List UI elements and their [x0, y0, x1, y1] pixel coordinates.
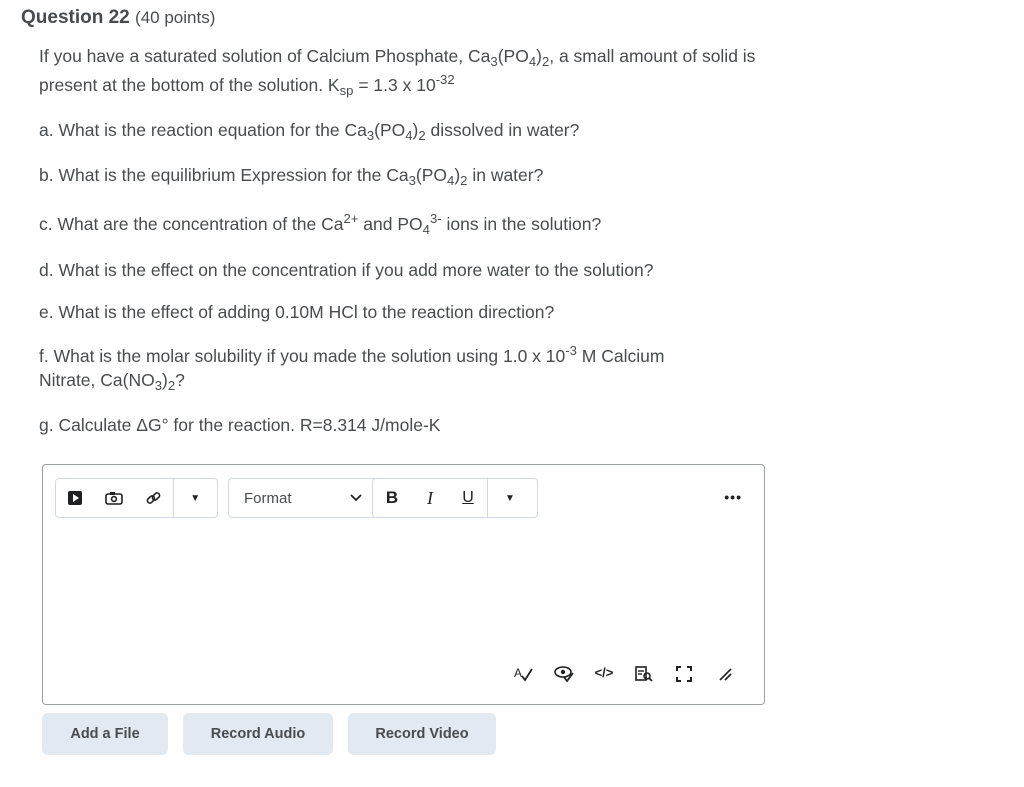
more-actions-button[interactable]: ••• — [724, 489, 742, 505]
format-select[interactable] — [228, 478, 377, 518]
record-video-button[interactable]: Record Video — [348, 713, 496, 755]
insert-dropdown-button[interactable] — [174, 479, 217, 517]
fullscreen-button[interactable] — [664, 665, 704, 683]
question-item-f: f. What is the molar solubility if you made the solution using 1.0 x $10^{-3}$ M Calcium — [39, 342, 665, 366]
accessibility-icon — [553, 665, 575, 683]
insert-link-button[interactable] — [135, 479, 173, 517]
question-item-b: b. What is the equilibrium Expression for the $Ca_3(PO_4)_2$ in water? — [39, 165, 544, 188]
insert-image-button[interactable] — [94, 479, 135, 517]
question-intro: If you have a saturated solution of Calcium Phosphate, $Ca_3(PO_4)_2$, a small amount of solid is present at the bottom of the solution. $K_{sp} = 1.3$ x $10^{-32}$ — [39, 46, 756, 98]
question-title: Question 22 — [21, 7, 130, 28]
question-points: (40 points) — [135, 8, 216, 27]
question-item-e: e. What is the effect of adding 0.10M HCl to the reaction direction? — [39, 302, 555, 322]
link-icon — [145, 490, 162, 507]
italic-button[interactable]: I — [427, 487, 433, 508]
underline-button[interactable]: U — [462, 489, 474, 506]
image-icon — [105, 491, 123, 505]
question-item-d: d. What is the effect on the concentration if you add more water to the solution? — [39, 260, 654, 280]
chevron-down-icon — [350, 494, 362, 502]
add-file-button[interactable]: Add a File — [42, 713, 168, 755]
resize-handle-icon — [716, 665, 732, 681]
fullscreen-icon — [675, 665, 693, 683]
insert-stuff-icon — [67, 490, 83, 506]
spellcheck-button[interactable] — [504, 665, 544, 683]
insert-stuff-button[interactable] — [56, 479, 94, 517]
question-item-g: g. Calculate ΔG° for the reaction. R=8.314 J/mole-K — [39, 415, 441, 435]
editor-text-area[interactable] — [55, 527, 752, 657]
question-item-a: a. What is the reaction equation for the $Ca_3(PO_4)_2$ dissolved in water? — [39, 120, 580, 143]
source-code-button[interactable]: </> — [594, 665, 614, 680]
caret-down-icon: ▼ — [505, 492, 515, 504]
resize-handle[interactable] — [704, 665, 744, 683]
question-item-c: c. What are the concentration of the $Ca^{2+}$ and $PO_4^{3-}$ ions in the solution? — [39, 210, 602, 237]
record-audio-button[interactable]: Record Audio — [183, 713, 333, 755]
preview-button[interactable] — [624, 665, 664, 683]
text-style-toolbar-group — [372, 478, 538, 518]
bold-button[interactable]: B — [385, 488, 399, 507]
svg-text:A: A — [514, 666, 523, 680]
preview-icon — [634, 665, 654, 683]
insert-toolbar-group — [55, 478, 218, 518]
accessibility-checker-button[interactable] — [544, 665, 584, 683]
editor-status-toolbar — [504, 665, 744, 683]
question-header — [21, 7, 215, 29]
spellcheck-icon — [513, 665, 535, 683]
text-style-dropdown-button[interactable] — [488, 479, 532, 517]
question-item-f-line2: Nitrate, $Ca(NO_3)_2$? — [39, 370, 185, 393]
format-select-label: Format — [244, 489, 292, 507]
answer-editor[interactable] — [42, 464, 765, 705]
caret-down-icon: ▼ — [190, 492, 201, 504]
